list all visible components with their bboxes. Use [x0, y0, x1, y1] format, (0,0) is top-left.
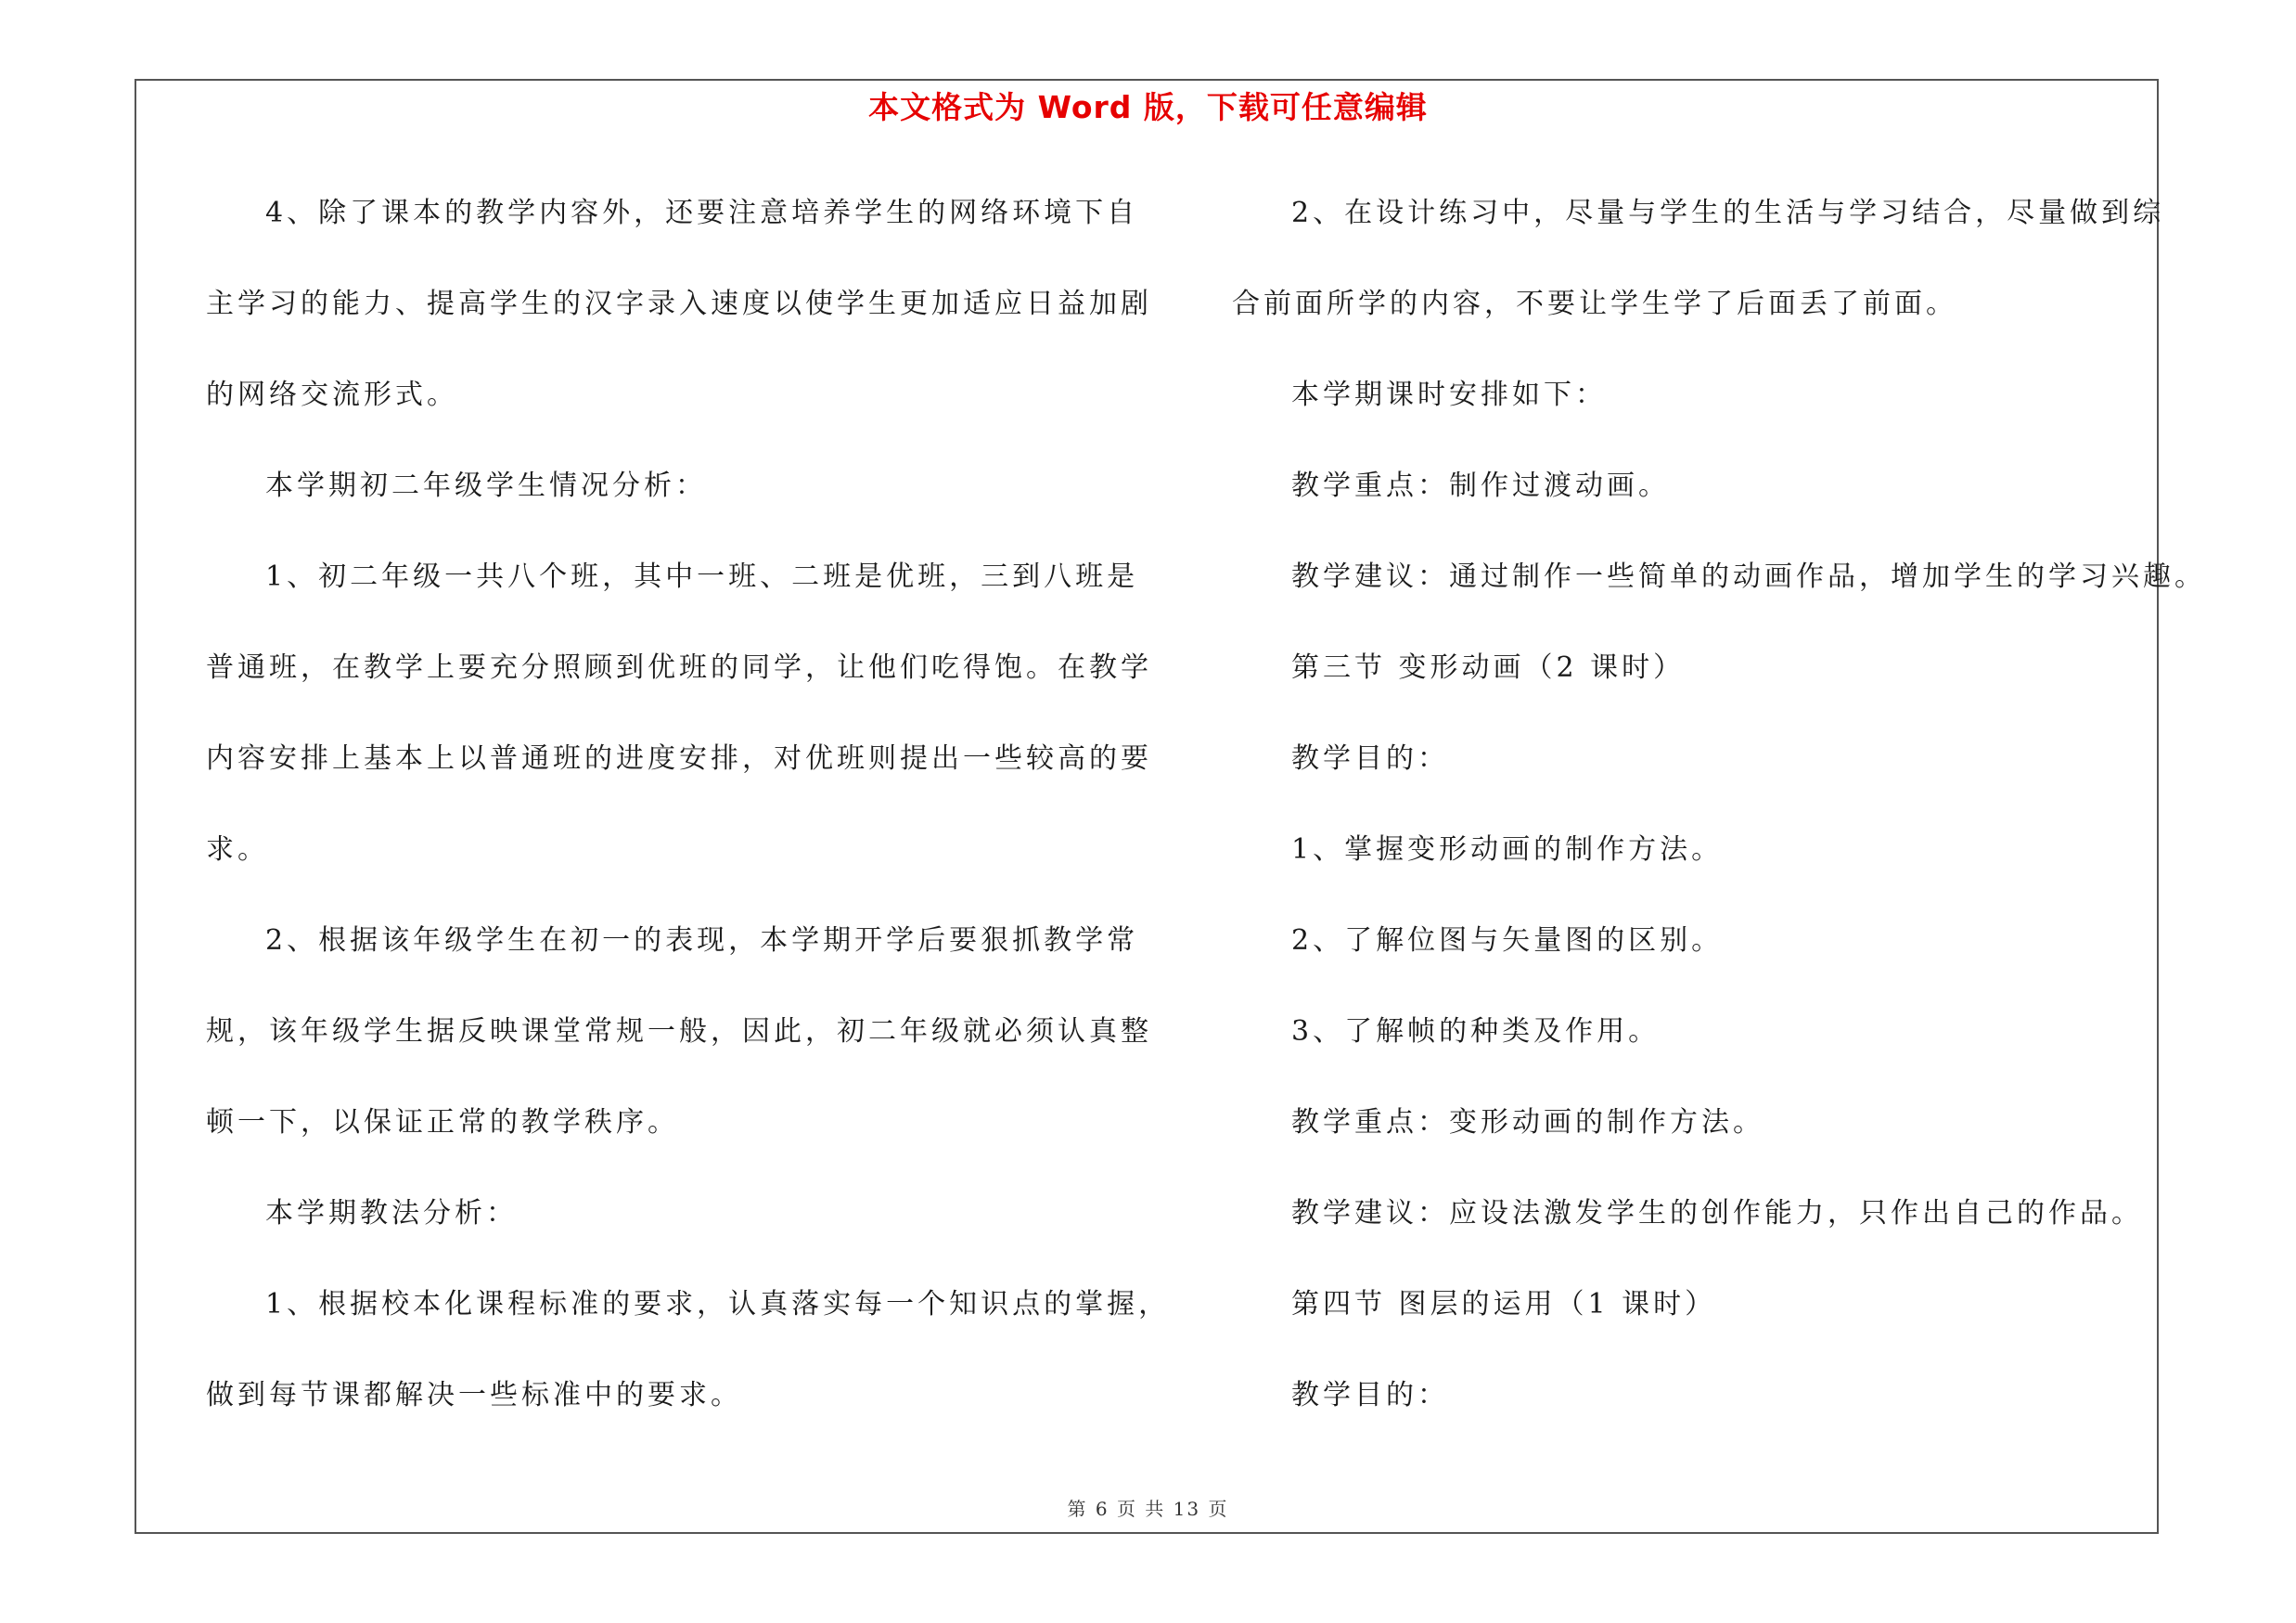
text-line: 1、掌握变形动画的制作方法。 — [1291, 833, 1724, 866]
text-line: 第四节 图层的运用（1 课时） — [1291, 1288, 1717, 1320]
text-line: 教学重点：变形动画的制作方法。 — [1291, 1106, 1764, 1139]
text-line: 主学习的能力、提高学生的汉字录入速度以使学生更加适应日益加剧 — [206, 288, 1152, 320]
text-line: 教学建议：应设法激发学生的创作能力，只作出自己的作品。 — [1291, 1197, 2143, 1230]
text-line: 本学期教法分析： — [265, 1197, 518, 1230]
text-line: 本学期课时安排如下： — [1291, 379, 1607, 411]
header-banner: 本文格式为 Word 版，下载可任意编辑 — [868, 89, 1428, 125]
text-line: 教学重点：制作过渡动画。 — [1291, 470, 1670, 502]
right-column — [1232, 181, 2206, 1454]
text-line: 普通班，在教学上要充分照顾到优班的同学，让他们吃得饱。在教学 — [206, 651, 1152, 684]
text-line: 本学期初二年级学生情况分析： — [265, 470, 707, 502]
left-column — [206, 181, 1171, 1454]
text-line: 3、了解帧的种类及作用。 — [1291, 1015, 1661, 1048]
text-line: 教学目的： — [1291, 742, 1449, 775]
text-line: 4、除了课本的教学内容外，还要注意培养学生的网络环境下自 — [265, 197, 1139, 229]
text-line: 1、初二年级一共八个班，其中一班、二班是优班，三到八班是 — [265, 560, 1139, 593]
page-footer: 第 6 页 共 13 页 — [1067, 1498, 1229, 1520]
text-line: 的网络交流形式。 — [206, 379, 458, 411]
text-line: 2、了解位图与矢量图的区别。 — [1291, 924, 1724, 957]
text-line: 内容安排上基本上以普通班的进度安排，对优班则提出一些较高的要 — [206, 742, 1152, 775]
text-line: 顿一下，以保证正常的教学秩序。 — [206, 1106, 679, 1139]
text-line: 1、根据校本化课程标准的要求，认真落实每一个知识点的掌握， — [265, 1288, 1171, 1320]
text-line: 教学建议：通过制作一些简单的动画作品，增加学生的学习兴趣。 — [1291, 560, 2206, 593]
text-line: 第三节 变形动画（2 课时） — [1291, 651, 1686, 684]
text-line: 教学目的： — [1291, 1379, 1449, 1411]
text-line: 规，该年级学生据反映课堂常规一般，因此，初二年级就必须认真整 — [206, 1015, 1152, 1048]
text-line: 2、在设计练习中，尽量与学生的生活与学习结合，尽量做到综 — [1291, 197, 2165, 229]
text-line: 求。 — [206, 833, 269, 866]
text-line: 2、根据该年级学生在初一的表现，本学期开学后要狠抓教学常 — [265, 924, 1139, 957]
text-line: 合前面所学的内容，不要让学生学了后面丢了前面。 — [1232, 288, 1957, 320]
text-line: 做到每节课都解决一些标准中的要求。 — [206, 1379, 742, 1411]
